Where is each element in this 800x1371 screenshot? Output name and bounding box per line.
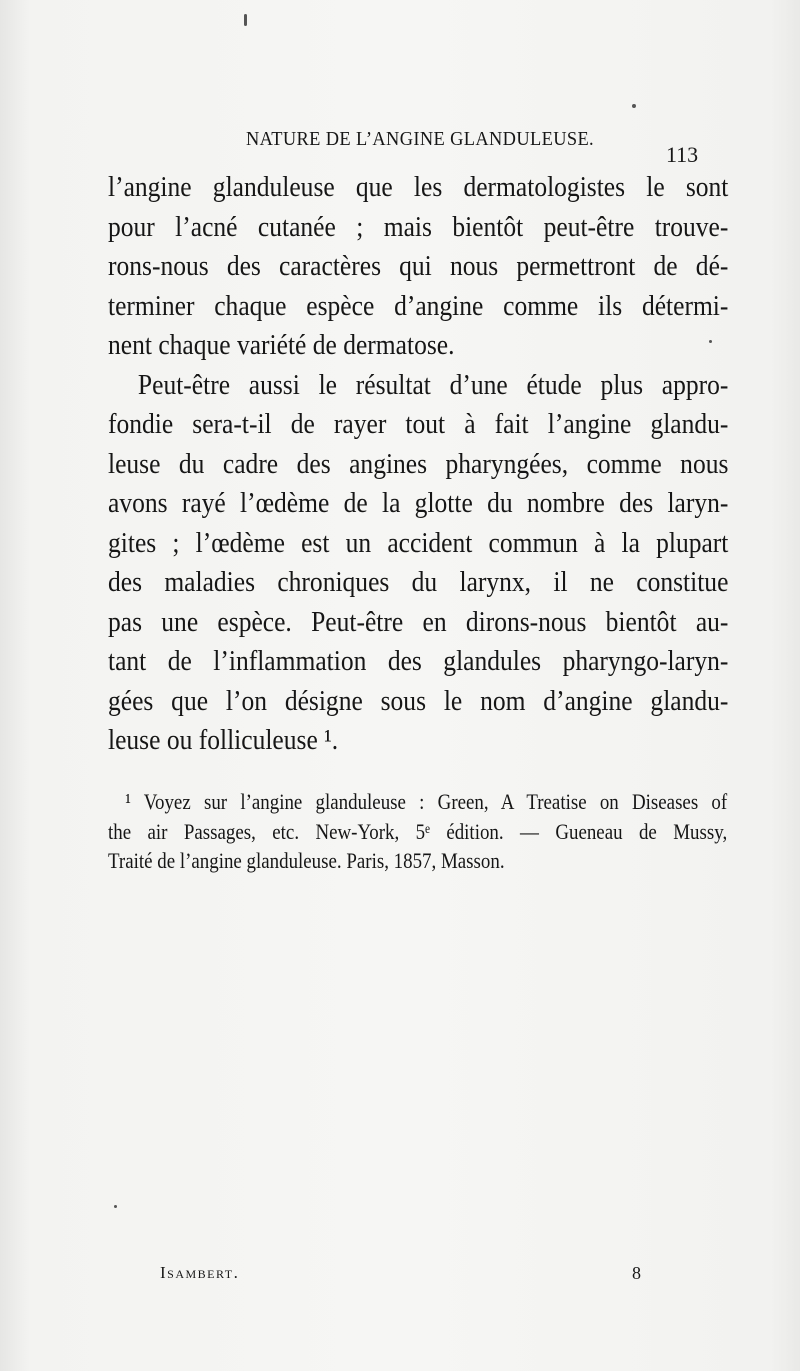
body-line: avons rayé l’œdème de la glotte du nombre des laryn-: [108, 487, 729, 519]
body-line: pour l’acné cutanée ; mais bientôt peut-être trouve-: [108, 210, 729, 243]
printer-signature: Isambert.: [160, 1263, 240, 1282]
footnote-line: Traité de l’angine glanduleuse. Paris, 1857, Masson.: [108, 848, 505, 873]
body-line: leuse ou folliculeuse ¹.: [108, 724, 339, 756]
body-line: l’angine glanduleuse que les dermatologistes le sont: [108, 171, 729, 203]
body-line: pas une espèce. Peut-être en dirons-nous bientôt au-: [108, 605, 729, 638]
body-line: nent chaque variété de dermatose.: [108, 329, 455, 361]
body-line: tant de l’inflammation des glandules pharyngo-laryn-: [108, 645, 729, 677]
ink-speck: [709, 340, 712, 343]
body-line: leuse du cadre des angines pharyngées, comme nous: [108, 447, 729, 480]
body-line: Peut-être aussi le résultat d’une étude plus appro-: [137, 368, 729, 401]
body-line: fondie sera-t-il de rayer tout à fait l’angine glandu-: [108, 408, 729, 440]
body-text: [108, 168, 728, 761]
body-line: gites ; l’œdème est un accident commun à la plupart: [108, 526, 729, 559]
page-header: [0, 128, 800, 167]
body-line: rons-nous des caractères qui nous permettront de dé-: [108, 250, 729, 282]
body-line: gées que l’on désigne sous le nom d’angine glandu-: [108, 684, 729, 717]
body-line: des maladies chroniques du larynx, il ne constitue: [108, 566, 729, 598]
running-title: NATURE DE L’ANGINE GLANDULEUSE.: [246, 128, 595, 150]
signature-mark: 8: [632, 1263, 641, 1283]
ink-speck: [114, 1205, 117, 1208]
footnote-line: the air Passages, etc. New-York, 5ᵉ édition. — Gueneau de Mussy,: [108, 818, 728, 844]
body-line: terminer chaque espèce d’angine comme ils détermi-: [108, 289, 729, 322]
footnote-line: ¹ Voyez sur l’angine glanduleuse : Green, A Treatise on Diseases of: [125, 789, 728, 814]
ink-speck: [632, 104, 636, 108]
footnote: [108, 787, 728, 876]
page-number: 113: [666, 142, 699, 167]
show-through-text: [100, 960, 750, 1226]
ink-speck: [244, 14, 247, 26]
